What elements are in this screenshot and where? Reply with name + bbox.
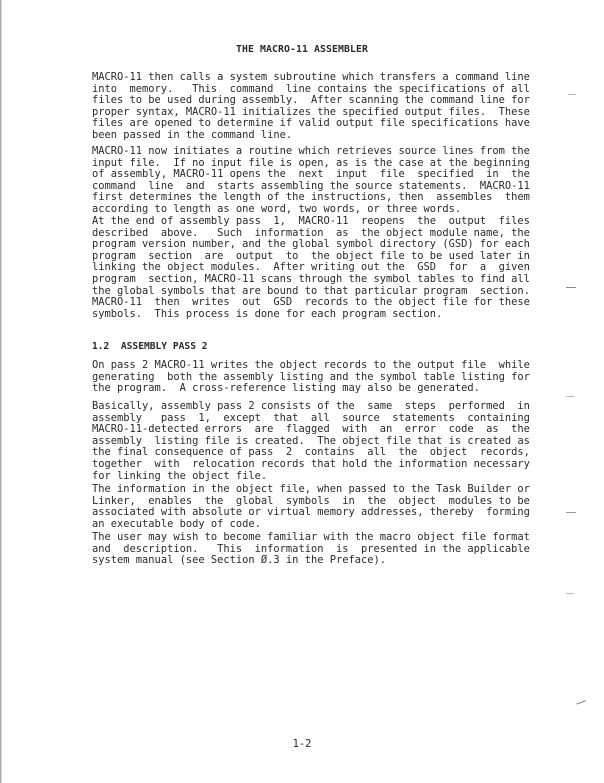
text-line: MACRO-11 now initiates a routine which retrieves source lines from the xyxy=(92,145,530,157)
text-line: assembly pass 1, except that all source statements containing xyxy=(92,411,530,424)
scan-left-edge xyxy=(0,0,2,783)
text-line: program section, MACRO-11 scans through the symbol tables to find all xyxy=(92,272,530,285)
text-line: according to length as one word, two words, or three words. xyxy=(92,202,462,215)
text-line: Basically, assembly pass 2 consists of the same steps performed in xyxy=(92,400,530,412)
text-line: The information in the object file, when passed to the Task Builder or xyxy=(92,483,530,495)
text-line: the global symbols that are bound to that particular program section. xyxy=(92,284,530,297)
text-line: system manual (see Section Ø.3 in the Preface). xyxy=(92,554,387,567)
text-line: command line and starts assembling the source statements. MACRO-11 xyxy=(92,179,530,192)
page-title: THE MACRO-11 ASSEMBLER xyxy=(236,44,368,55)
text-line: files are opened to determine if valid output file specifications have xyxy=(92,117,530,130)
text-line: linking the object modules. After writing out the GSD for a given xyxy=(92,261,530,274)
text-line: The user may wish to become familiar with the macro object file format xyxy=(92,531,530,543)
text-line: MACRO-11 then writes out GSD records to the object file for these xyxy=(92,296,530,309)
change-bar xyxy=(576,700,586,704)
text-line: of assembly, MACRO-11 opens the next input file specified in the xyxy=(92,168,530,181)
text-line: At the end of assembly pass 1, MACRO-11 reopens the output files xyxy=(92,215,530,227)
text-line: for linking the object file. xyxy=(92,469,268,482)
section-heading: 1.2 ASSEMBLY PASS 2 xyxy=(92,341,208,352)
paragraph-pass-one-end xyxy=(92,216,532,320)
text-line: together with relocation records that hold the information necessary xyxy=(92,457,530,470)
paragraph-object-file xyxy=(92,484,532,530)
text-line: been passed in the command line. xyxy=(92,128,293,141)
text-line: generating both the assembly listing and the symbol table listing for xyxy=(92,370,530,383)
paragraph-command-line xyxy=(92,72,532,142)
text-line: symbols. This process is done for each program section. xyxy=(92,307,443,320)
text-line: program section are output to the object file to be used later in xyxy=(92,249,530,262)
text-line: an executable body of code. xyxy=(92,517,261,530)
text-line: the final consequence of pass 2 contains all the object records, xyxy=(92,446,530,459)
paragraph-pass-two xyxy=(92,360,532,395)
change-bar xyxy=(568,94,576,95)
text-line: the program. A cross-reference listing may also be generated. xyxy=(92,382,480,395)
text-line: On pass 2 MACRO-11 writes the object records to the output file while xyxy=(92,359,530,371)
change-bar xyxy=(566,512,576,513)
text-line: assembly listing file is created. The object file that is created as xyxy=(92,434,530,447)
text-line: MACRO-11 then calls a system subroutine which transfers a command line xyxy=(92,71,530,83)
page-number: 1-2 xyxy=(292,738,312,750)
change-bar xyxy=(566,396,574,397)
text-line: MACRO-11-detected errors are flagged with an error code as the xyxy=(92,423,530,436)
paragraph-object-format xyxy=(92,532,532,567)
text-line: into memory. This command line contains the specifications of all xyxy=(92,82,530,95)
paragraph-source-lines xyxy=(92,146,532,216)
text-line: described above. Such information as the object module name, the xyxy=(92,226,530,239)
text-line: program version number, and the global symbol directory (GSD) for each xyxy=(92,238,530,251)
change-bar xyxy=(566,287,576,288)
text-line: and description. This information is presented in the applicable xyxy=(92,542,530,555)
paragraph-pass-two-steps xyxy=(92,401,532,482)
text-line: proper syntax, MACRO-11 initializes the specified output files. These xyxy=(92,105,530,118)
text-line: input file. If no input file is open, as is the case at the beginning xyxy=(92,156,530,169)
text-line: first determines the length of the instructions, then assembles them xyxy=(92,191,530,204)
text-line: associated with absolute or virtual memory addresses, thereby forming xyxy=(92,506,530,519)
text-line: Linker, enables the global symbols in the object modules to be xyxy=(92,494,530,507)
change-bar xyxy=(566,593,574,594)
text-line: files to be used during assembly. After scanning the command line for xyxy=(92,94,530,107)
